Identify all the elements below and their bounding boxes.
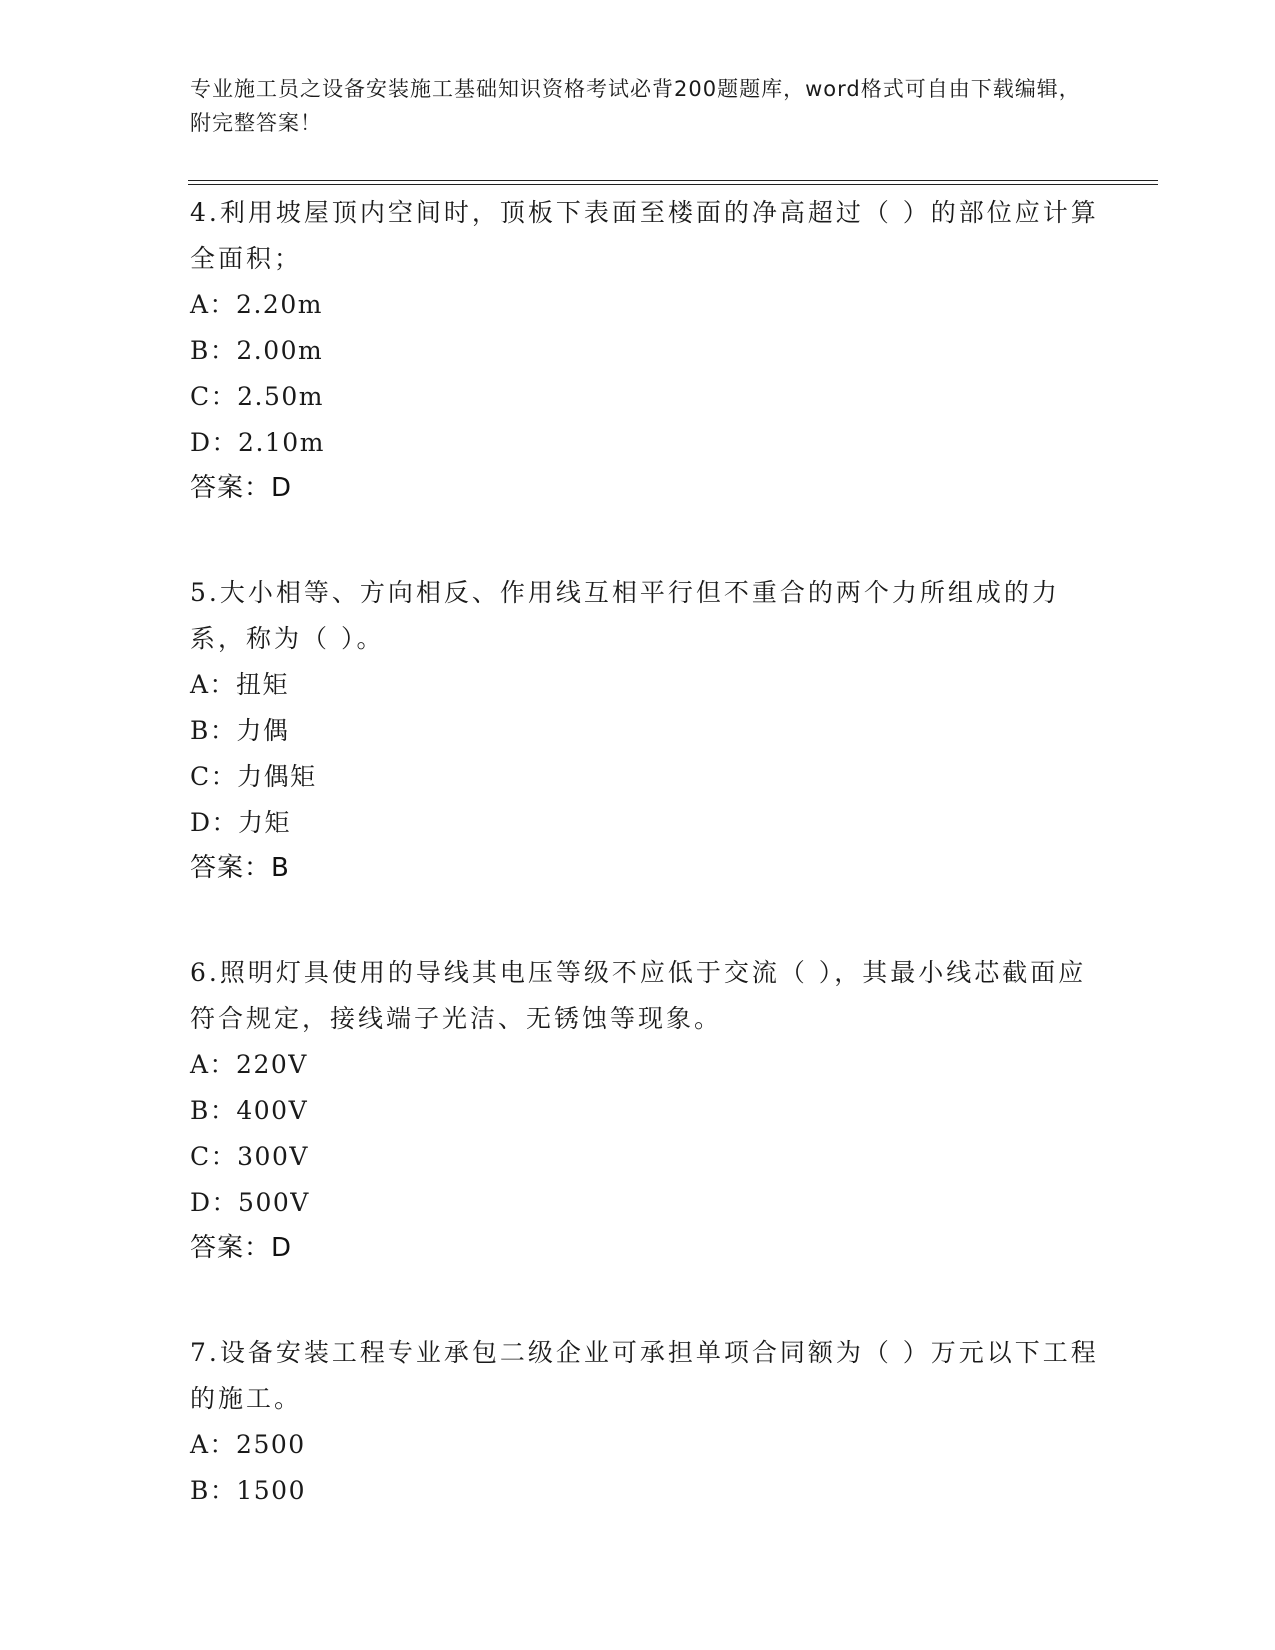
option-b: B：1500 xyxy=(190,1476,306,1505)
answer-line: 答案：B xyxy=(190,853,290,883)
option-d: D：2.10m xyxy=(190,428,325,457)
option-a: A：2500 xyxy=(190,1430,306,1459)
answer-line: 答案：D xyxy=(190,1233,293,1263)
option-c: C：2.50m xyxy=(190,382,324,411)
question-6 xyxy=(190,950,1110,1270)
option-b: B：力偶 xyxy=(190,716,290,745)
question-stem: 4.利用坡屋顶内空间时，顶板下表面至楼面的净高超过（ ）的部位应计算全面积； xyxy=(190,198,1099,273)
question-gap xyxy=(190,510,1110,570)
question-gap xyxy=(190,890,1110,950)
option-c: C：力偶矩 xyxy=(190,762,317,791)
question-stem: 6.照明灯具使用的导线其电压等级不应低于交流（ ），其最小线芯截面应符合规定，接线端子光洁、无锈蚀等现象。 xyxy=(190,958,1087,1033)
question-gap xyxy=(190,1270,1110,1330)
option-a: A：220V xyxy=(190,1050,308,1079)
option-a: A：2.20m xyxy=(190,290,323,319)
option-a: A：扭矩 xyxy=(190,670,290,699)
question-stem: 7.设备安装工程专业承包二级企业可承担单项合同额为（ ）万元以下工程的施工。 xyxy=(190,1338,1099,1413)
option-d: D：500V xyxy=(190,1188,310,1217)
document-header: 专业施工员之设备安装施工基础知识资格考试必背200题题库，word格式可自由下载编辑，附完整答案！ xyxy=(190,77,1081,135)
question-5 xyxy=(190,570,1110,890)
option-b: B：2.00m xyxy=(190,336,324,365)
option-b: B：400V xyxy=(190,1096,309,1125)
question-stem: 5.大小相等、方向相反、作用线互相平行但不重合的两个力所组成的力系，称为（ ）。 xyxy=(190,578,1060,653)
question-7 xyxy=(190,1330,1110,1514)
question-list xyxy=(190,190,1110,1514)
option-d: D：力矩 xyxy=(190,808,292,837)
header-divider-bottom xyxy=(188,184,1158,185)
answer-line: 答案：D xyxy=(190,473,293,503)
question-4 xyxy=(190,190,1110,510)
header-divider-top xyxy=(188,180,1158,181)
option-c: C：300V xyxy=(190,1142,309,1171)
